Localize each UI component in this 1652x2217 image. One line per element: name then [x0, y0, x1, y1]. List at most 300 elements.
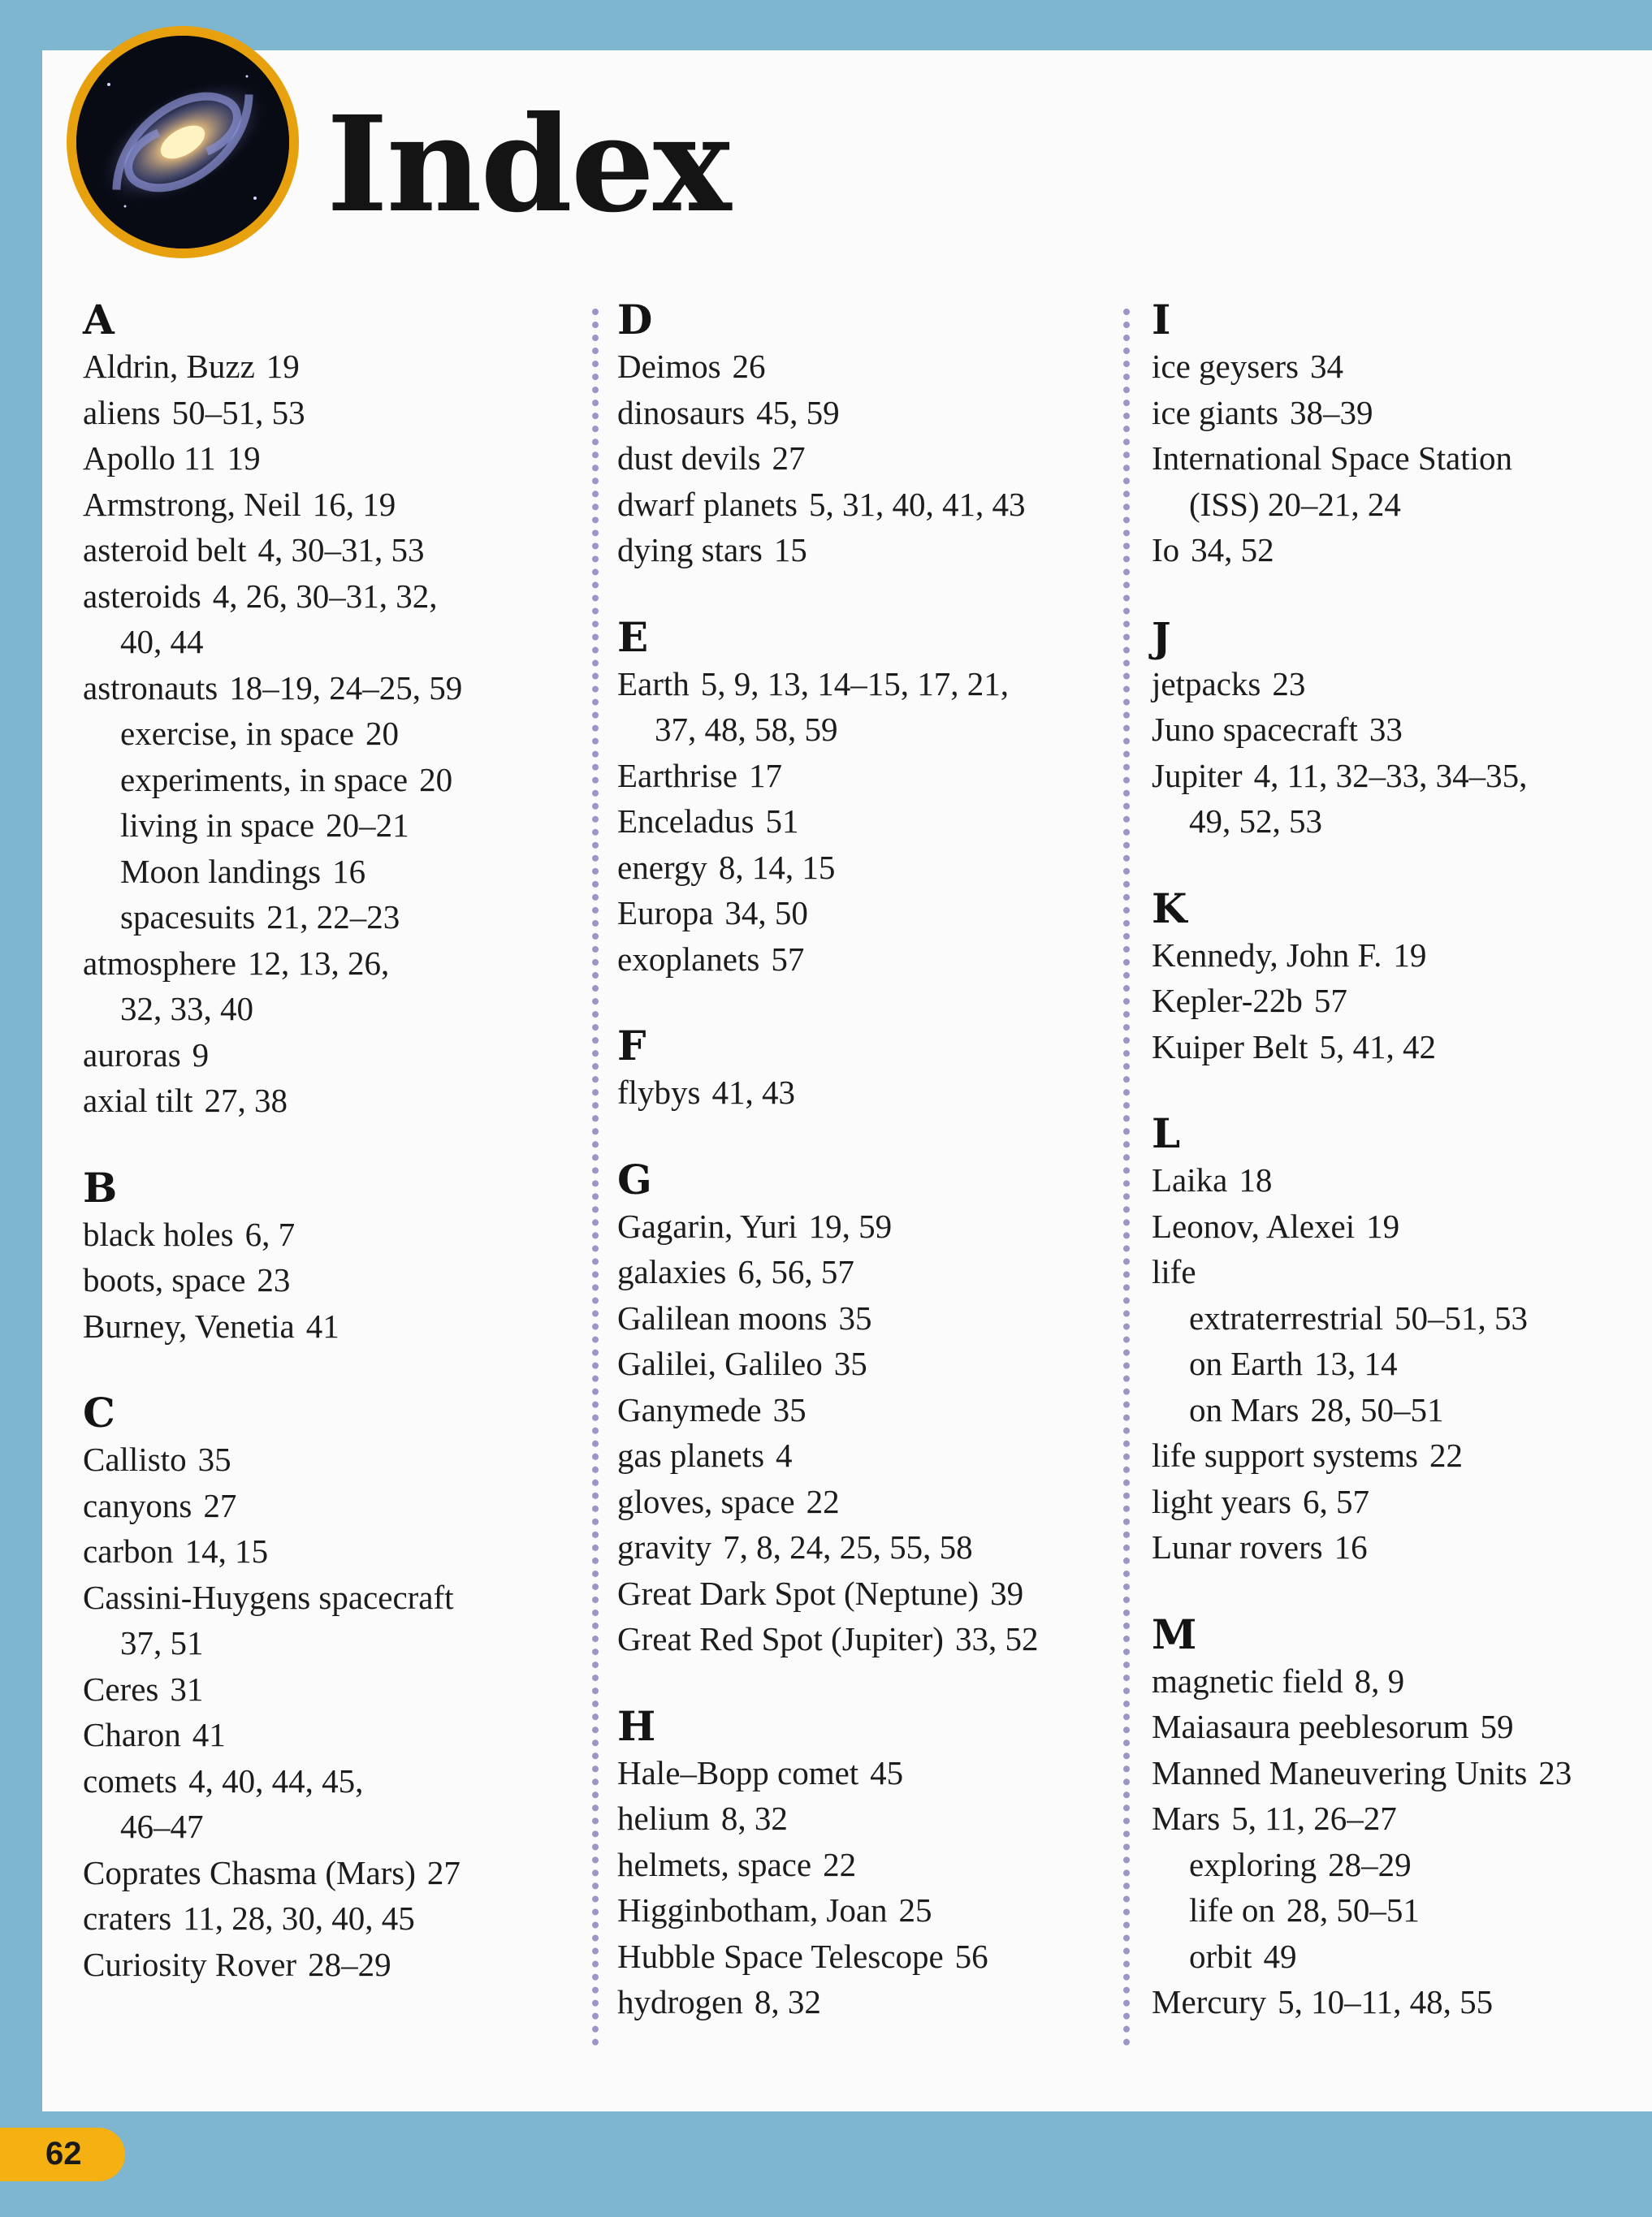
index-entry: [617, 1887, 1121, 1934]
entry-term: Mercury: [1152, 1983, 1267, 2020]
index-entry: [83, 1212, 586, 1258]
entry-pages-continued: 40, 44: [120, 623, 204, 660]
index-entry: [83, 1666, 586, 1713]
index-entry: [617, 1479, 1121, 1525]
entry-pages-continued: 49, 52, 53: [1189, 802, 1322, 840]
entry-pages: 35: [772, 1390, 807, 1428]
entry-pages: 4, 30–31, 53: [257, 531, 425, 568]
index-entry: [617, 1979, 1121, 2025]
entry-term: ice giants: [1152, 393, 1278, 431]
entry-term: dwarf planets: [617, 485, 798, 523]
entry-pages: 17: [748, 756, 782, 794]
entry-term: exercise, in space: [120, 715, 354, 752]
index-entry: [617, 1295, 1121, 1342]
index-subentry: [83, 849, 586, 895]
entry-term: exoplanets: [617, 940, 760, 978]
entry-term: spacesuits: [120, 898, 256, 936]
entry-pages: 26: [732, 348, 766, 385]
entry-term: dying stars: [617, 531, 763, 568]
entry-pages: 27: [772, 439, 806, 477]
entry-term: Great Dark Spot (Neptune): [617, 1574, 980, 1612]
entry-pages: 35: [838, 1299, 872, 1337]
entry-list: [83, 1437, 586, 1987]
entry-pages: 25: [898, 1891, 932, 1929]
entry-pages: 34: [1310, 348, 1343, 385]
index-entry: [83, 1850, 586, 1896]
entry-term: Cassini-Huygens spacecraft: [83, 1578, 454, 1616]
index-subentry: [1152, 1341, 1647, 1387]
entry-term: dinosaurs: [617, 393, 746, 431]
entry-pages: 41, 43: [711, 1074, 795, 1111]
entry-term: Higginbotham, Joan: [617, 1891, 888, 1929]
entry-term: asteroids: [83, 577, 201, 615]
entry-term: boots, space: [83, 1261, 246, 1299]
entry-term: Lunar rovers: [1152, 1528, 1323, 1566]
entry-term: helmets, space: [617, 1845, 812, 1883]
entry-list: [83, 1212, 586, 1350]
index-entry: [617, 936, 1121, 983]
index-section-h: [617, 1703, 1121, 2025]
entry-pages: 19, 59: [808, 1207, 893, 1245]
entry-pages: 8, 14, 15: [718, 848, 836, 886]
entry-term: Mars: [1152, 1800, 1221, 1837]
entry-pages: 8, 32: [754, 1983, 821, 2020]
entry-term: carbon: [83, 1532, 174, 1570]
entry-pages: 5, 10–11, 48, 55: [1278, 1983, 1494, 2020]
index-subentry: [83, 711, 586, 757]
entry-term: Juno spacecraft: [1152, 711, 1358, 748]
entry-pages: 20: [365, 715, 399, 752]
index-subentry: [1152, 1887, 1647, 1934]
entry-list: [617, 1070, 1121, 1116]
index-section-b: [83, 1165, 586, 1350]
index-entry: [1152, 1979, 1647, 2025]
entry-pages: 28, 50–51: [1310, 1390, 1444, 1428]
entry-term: Curiosity Rover: [83, 1945, 297, 1983]
index-section-l: [1152, 1110, 1647, 1571]
entry-list: [617, 344, 1121, 573]
entry-pages: 5, 41, 42: [1319, 1027, 1436, 1065]
index-entry: [83, 482, 586, 528]
entry-pages-continued: 32, 33, 40: [120, 990, 253, 1027]
entry-term: astronauts: [83, 668, 218, 707]
section-letter: C: [83, 1389, 115, 1437]
entry-pages-continued: 37, 48, 58, 59: [655, 711, 838, 748]
entry-list: [83, 344, 586, 1124]
entry-pages: 51: [765, 802, 799, 840]
entry-pages: 38–39: [1289, 393, 1373, 431]
section-letter: E: [617, 612, 649, 661]
index-entry: [1152, 1479, 1647, 1525]
index-column: [1152, 296, 1647, 2066]
entry-term: gravity: [617, 1528, 712, 1566]
entry-term: Kepler-22b: [1152, 982, 1303, 1019]
entry-term: Ganymede: [617, 1390, 762, 1428]
entry-list: [1152, 344, 1647, 573]
entry-term: asteroid belt: [83, 531, 247, 568]
entry-term: Earthrise: [617, 756, 737, 794]
section-letter: F: [617, 1022, 647, 1070]
index-entry: [83, 1712, 586, 1758]
index-entry: [617, 435, 1121, 482]
index-entry: [1152, 1524, 1647, 1571]
entry-term: galaxies: [617, 1253, 727, 1290]
section-letter: L: [1152, 1109, 1181, 1157]
entry-pages: 19: [1393, 936, 1427, 974]
page-title: Index: [327, 88, 730, 242]
index-section-a: [83, 296, 586, 1124]
entry-term: axial tilt: [83, 1082, 193, 1119]
index-entry: [617, 1616, 1121, 1662]
entry-term: International Space Station: [1152, 439, 1513, 477]
entry-pages: 14, 15: [184, 1532, 269, 1570]
section-letter: I: [1152, 296, 1171, 344]
index-entry: [83, 1758, 586, 1850]
entry-term: Leonov, Alexei: [1152, 1207, 1356, 1245]
entry-pages: 20–21: [326, 806, 409, 844]
entry-term: Hubble Space Telescope: [617, 1937, 944, 1975]
entry-term: gas planets: [617, 1437, 765, 1474]
index-entry: [617, 1571, 1121, 1617]
entry-pages: 5, 11, 26–27: [1231, 1800, 1397, 1837]
entry-term: jetpacks: [1152, 664, 1261, 702]
entry-pages: 4, 40, 44, 45,: [188, 1761, 364, 1800]
index-entry: [617, 390, 1121, 436]
entry-term: magnetic field: [1152, 1662, 1343, 1700]
index-entry: [1152, 1750, 1647, 1796]
entry-term: dust devils: [617, 439, 761, 477]
index-entry: [617, 1204, 1121, 1250]
entry-pages: 27, 38: [204, 1082, 288, 1119]
index-section-m: [1152, 1611, 1647, 2025]
index-section-k: [1152, 885, 1647, 1070]
entry-pages: 41: [305, 1307, 339, 1345]
entry-pages: 4, 26, 30–31, 32,: [212, 577, 438, 615]
index-entry: [1152, 1704, 1647, 1750]
index-entry: [617, 753, 1121, 799]
section-letter: J: [1152, 612, 1171, 661]
entry-term: hydrogen: [617, 1983, 743, 2020]
index-entry: [83, 390, 586, 436]
entry-term: Io: [1152, 531, 1180, 568]
entry-list: [617, 1204, 1121, 1662]
page-number-tab: [0, 2128, 125, 2181]
entry-term: Galilei, Galileo: [617, 1345, 823, 1382]
index-entry: [1152, 707, 1647, 753]
index-subentry: [83, 894, 586, 940]
index-entry: [617, 1842, 1121, 1888]
entry-term: craters: [83, 1899, 172, 1937]
entry-term: Burney, Venetia: [83, 1307, 295, 1345]
entry-term: Earth: [617, 664, 690, 702]
index-entry: [617, 1341, 1121, 1387]
entry-pages-continued: (ISS) 20–21, 24: [1189, 485, 1401, 523]
entry-pages: 16: [1334, 1528, 1368, 1566]
entry-term: flybys: [617, 1074, 701, 1111]
index-entry: [617, 1796, 1121, 1842]
entry-list: [617, 661, 1121, 983]
index-entry: [1152, 527, 1647, 573]
entry-pages: 21, 22–23: [266, 898, 400, 936]
galaxy-icon: [67, 26, 299, 258]
entry-pages: 5, 9, 13, 14–15, 17, 21,: [700, 664, 1010, 702]
index-subentry: [83, 757, 586, 803]
index-section-i: [1152, 296, 1647, 573]
index-entry: [617, 527, 1121, 573]
entry-pages: 6, 57: [1302, 1482, 1369, 1520]
entry-term: Enceladus: [617, 802, 755, 840]
entry-pages: 23: [1538, 1753, 1572, 1791]
entry-pages: 16: [332, 852, 366, 890]
entry-term: light years: [1152, 1482, 1291, 1520]
index-entry: [1152, 1157, 1647, 1204]
entry-pages: 45: [870, 1753, 904, 1791]
entry-term: aliens: [83, 393, 161, 431]
entry-term: Kuiper Belt: [1152, 1027, 1308, 1065]
entry-term: helium: [617, 1800, 710, 1837]
entry-term: on Earth: [1189, 1345, 1304, 1382]
entry-list: [1152, 661, 1647, 845]
index-entry: [617, 344, 1121, 390]
entry-term: Callisto: [83, 1441, 187, 1478]
entry-term: comets: [83, 1761, 178, 1800]
index-entry: [617, 1070, 1121, 1116]
entry-pages: 41: [192, 1716, 226, 1753]
entry-pages: 22: [806, 1482, 840, 1520]
section-letter: D: [617, 296, 653, 344]
entry-term: life support systems: [1152, 1437, 1418, 1474]
entry-pages: 4, 11, 32–33, 34–35,: [1253, 756, 1528, 794]
entry-term: extraterrestrial: [1189, 1299, 1384, 1337]
entry-pages: 39: [990, 1574, 1024, 1612]
entry-pages: 31: [170, 1670, 204, 1708]
entry-pages: 33: [1369, 711, 1403, 748]
index-column: [617, 296, 1121, 2066]
index-entry: [1152, 753, 1647, 845]
index-entry: [83, 1078, 586, 1124]
index-column: [83, 296, 586, 2028]
index-entry: [1152, 1433, 1647, 1479]
index-entry: [617, 1524, 1121, 1571]
index-entry: [83, 1575, 586, 1666]
index-entry: [83, 573, 586, 665]
entry-pages-continued: 37, 51: [120, 1624, 204, 1662]
index-entry: [617, 482, 1121, 528]
entry-term: Kennedy, John F.: [1152, 936, 1382, 974]
section-letter: G: [617, 1155, 652, 1204]
entry-term: auroras: [83, 1035, 181, 1074]
entry-term: Laika: [1152, 1161, 1228, 1199]
entry-term: Armstrong, Neil: [83, 485, 301, 523]
entry-pages: 23: [1272, 664, 1306, 702]
index-entry: [617, 890, 1121, 936]
entry-pages: 49: [1263, 1937, 1297, 1975]
entry-pages: 27: [203, 1486, 237, 1524]
entry-term: Deimos: [617, 348, 721, 385]
entry-term: on Mars: [1189, 1390, 1300, 1428]
entry-term: exploring: [1189, 1845, 1317, 1883]
index-entry: [1152, 390, 1647, 436]
entry-pages: 34, 50: [724, 894, 808, 931]
index-entry: [1152, 932, 1647, 979]
section-letter: B: [83, 1163, 118, 1212]
entry-term: Ceres: [83, 1670, 159, 1708]
entry-term: Gagarin, Yuri: [617, 1207, 798, 1245]
entry-pages: 19: [227, 439, 261, 477]
page-number: 62: [45, 2136, 82, 2172]
entry-pages: 34, 52: [1191, 531, 1274, 568]
entry-pages: 5, 31, 40, 41, 43: [809, 485, 1026, 523]
entry-pages: 28–29: [1328, 1845, 1412, 1883]
column-divider: [592, 309, 599, 2046]
index-section-c: [83, 1389, 586, 1987]
entry-term: living in space: [120, 806, 315, 844]
entry-term: gloves, space: [617, 1482, 795, 1520]
section-letter: K: [1152, 884, 1187, 932]
entry-pages-continued: 46–47: [120, 1808, 204, 1845]
entry-pages: 15: [773, 531, 807, 568]
entry-list: [1152, 1658, 1647, 2025]
entry-pages: 50–51, 53: [171, 393, 305, 431]
entry-pages: 19: [1366, 1207, 1400, 1245]
entry-term: Charon: [83, 1716, 181, 1753]
entry-pages: 33, 52: [954, 1620, 1039, 1657]
index-entry: [83, 1483, 586, 1529]
section-letter: M: [1152, 1610, 1197, 1658]
entry-pages: 22: [823, 1845, 857, 1883]
index-section-j: [1152, 614, 1647, 845]
entry-pages: 35: [833, 1345, 867, 1382]
entry-term: Europa: [617, 894, 714, 931]
entry-pages: 50–51, 53: [1395, 1299, 1529, 1337]
entry-pages: 4: [776, 1437, 793, 1474]
entry-list: [617, 1750, 1121, 2025]
entry-pages: 57: [771, 940, 805, 978]
entry-pages: 16, 19: [312, 485, 396, 523]
entry-pages: 27: [426, 1853, 461, 1891]
column-divider: [1123, 309, 1130, 2046]
entry-term: Aldrin, Buzz: [83, 348, 255, 385]
entry-term: Hale–Bopp comet: [617, 1753, 859, 1791]
section-letter: H: [617, 1701, 656, 1750]
entry-term: Jupiter: [1152, 756, 1243, 794]
index-entry: [617, 1387, 1121, 1433]
entry-pages: 13, 14: [1314, 1345, 1398, 1382]
entry-pages: 6, 7: [244, 1215, 296, 1253]
index-entry: [617, 661, 1121, 753]
index-entry: [1152, 435, 1647, 527]
entry-term: life: [1152, 1253, 1196, 1290]
entry-list: [1152, 1157, 1647, 1571]
entry-pages: 7, 8, 24, 25, 55, 58: [723, 1528, 973, 1566]
index-entry: [617, 1433, 1121, 1479]
entry-term: energy: [617, 848, 707, 886]
entry-pages: 12, 13, 26,: [247, 944, 390, 982]
entry-pages: 20: [419, 760, 453, 798]
entry-pages: 18–19, 24–25, 59: [229, 668, 463, 707]
index-section-e: [617, 614, 1121, 983]
entry-pages: 9: [192, 1035, 210, 1074]
entry-term: Apollo 11: [83, 439, 216, 477]
index-entry: [83, 1303, 586, 1350]
entry-term: life on: [1189, 1891, 1275, 1929]
entry-pages: 6, 56, 57: [737, 1253, 854, 1290]
entry-term: black holes: [83, 1215, 234, 1253]
index-subentry: [1152, 1934, 1647, 1980]
index-subentry: [83, 802, 586, 849]
entry-term: experiments, in space: [120, 760, 409, 798]
entry-term: orbit: [1189, 1937, 1252, 1975]
entry-pages: 28, 50–51: [1286, 1891, 1420, 1929]
entry-pages: 11, 28, 30, 40, 45: [183, 1899, 415, 1937]
index-entry: [83, 1895, 586, 1942]
entry-pages: 59: [1480, 1708, 1514, 1745]
index-subentry: [1152, 1842, 1647, 1888]
index-section-d: [617, 296, 1121, 573]
entry-pages: 8, 9: [1354, 1662, 1405, 1700]
index-entry: [617, 1750, 1121, 1796]
entry-list: [1152, 932, 1647, 1070]
index-entry: [83, 527, 586, 573]
index-entry: [83, 1032, 586, 1078]
index-entry: [83, 1528, 586, 1575]
entry-term: Manned Maneuvering Units: [1152, 1753, 1528, 1791]
entry-term: canyons: [83, 1486, 192, 1524]
index-entry: [617, 798, 1121, 845]
entry-pages: 8, 32: [720, 1800, 788, 1837]
index-section-g: [617, 1156, 1121, 1662]
index-entry: [1152, 1204, 1647, 1250]
index-entry: [617, 1249, 1121, 1295]
entry-pages: 22: [1429, 1437, 1463, 1474]
index-entry: [1152, 978, 1647, 1024]
index-entry: [83, 344, 586, 390]
entry-term: Maiasaura peeblesorum: [1152, 1708, 1469, 1745]
index-entry: [83, 1257, 586, 1303]
entry-pages: 18: [1239, 1161, 1273, 1199]
index-entry: [83, 435, 586, 482]
entry-term: Galilean moons: [617, 1299, 828, 1337]
index-entry: [1152, 661, 1647, 707]
index-subentry: [1152, 1295, 1647, 1342]
section-letter: A: [83, 296, 115, 344]
entry-pages: 35: [197, 1441, 231, 1478]
index-entry: [1152, 1796, 1647, 1842]
index-subentry: [1152, 1387, 1647, 1433]
entry-pages: 45, 59: [756, 393, 840, 431]
entry-term: ice geysers: [1152, 348, 1299, 385]
entry-pages: 57: [1313, 982, 1347, 1019]
index-entry: [83, 1437, 586, 1483]
entry-term: Coprates Chasma (Mars): [83, 1853, 416, 1891]
index-entry: [1152, 1249, 1647, 1295]
index-entry: [1152, 1658, 1647, 1705]
galaxy-image: [76, 36, 289, 248]
entry-pages: 28–29: [308, 1945, 391, 1983]
entry-term: Moon landings: [120, 852, 322, 890]
entry-term: Great Red Spot (Jupiter): [617, 1620, 944, 1657]
index-section-f: [617, 1022, 1121, 1116]
entry-term: atmosphere: [83, 944, 236, 982]
index-entry: [1152, 344, 1647, 390]
index-entry: [83, 1942, 586, 1988]
entry-pages: 19: [266, 348, 300, 385]
entry-pages: 23: [257, 1261, 291, 1299]
entry-pages: 56: [954, 1937, 988, 1975]
index-entry: [1152, 1024, 1647, 1070]
index-entry: [83, 940, 586, 1032]
index-entry: [617, 1934, 1121, 1980]
